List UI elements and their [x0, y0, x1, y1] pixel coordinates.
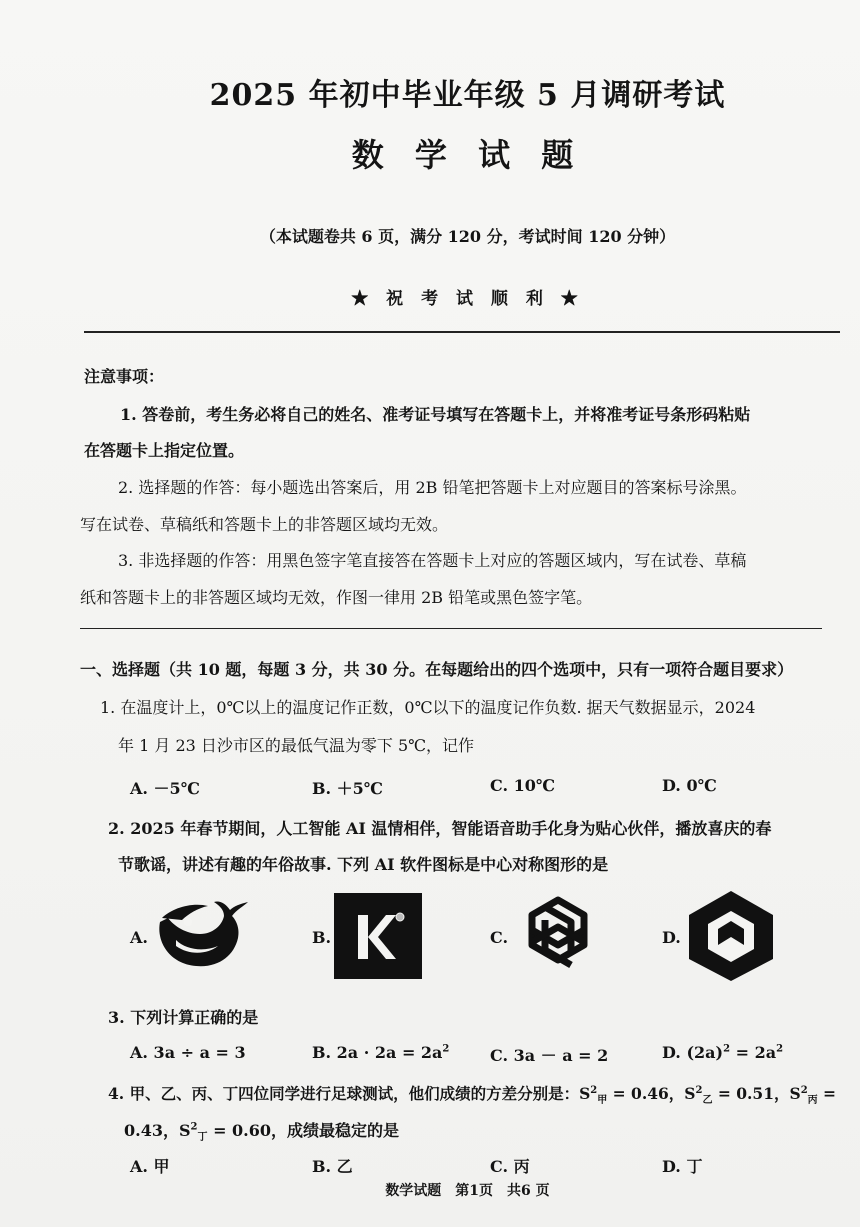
notice-item-1-line-2: 在答题卡上指定位置。: [84, 441, 245, 460]
q1-option-b: B. ＋5℃: [312, 779, 383, 798]
hexagon-cube-logo-icon: [684, 889, 778, 983]
k-logo-icon: [334, 893, 422, 979]
notice-item-3-line-1: 3. 非选择题的作答：用黑色签字笔直接答在答题卡上对应的答题区域内，写在试卷、草稿: [118, 551, 747, 570]
notice-item-2-line-1: 2. 选择题的作答：每小题选出答案后，用 2B 铅笔把答题卡上对应题目的答案标号涂黑。: [118, 478, 747, 497]
q2-stem-line-1: 2. 2025 年春节期间，人工智能 AI 温情相伴，智能语音助手化身为贴心伙伴，播放喜庆的春: [108, 819, 772, 838]
page-footer: 数学试题 第1页 共6 页: [385, 1183, 550, 1199]
q2-stem-line-2: 节歌谣，讲述有趣的年俗故事. 下列 AI 软件图标是中心对称图形的是: [118, 855, 609, 874]
divider-middle: [80, 628, 822, 629]
notice-item-3-line-2: 纸和答题卡上的非答题区域均无效，作图一律用 2B 铅笔或黑色签字笔。: [80, 588, 593, 607]
good-luck-banner: ★ 祝 考 试 顺 利 ★: [351, 289, 584, 309]
divider-top: [84, 331, 840, 333]
q3-option-a: A. 3a ÷ a = 3: [130, 1043, 246, 1062]
q1-option-d: D. 0℃: [662, 776, 717, 795]
exam-title: 2025 年初中毕业年级 5 月调研考试: [209, 78, 726, 113]
q4-option-a: A. 甲: [130, 1157, 170, 1176]
q4-stem-line-1: 4. 甲、乙、丙、丁四位同学进行足球测试，他们成绩的方差分别是：$S^2_甲 = 0.46$，$S^2_乙 = 0.51$，$S^2_丙$ =: [108, 1084, 837, 1107]
q3-option-d: D. $(2a)^2 = 2a^2$: [662, 1043, 784, 1062]
q1-stem-line-1: 1. 在温度计上，0℃以上的温度记作正数，0℃以下的温度记作负数. 据天气数据显示，2024: [100, 698, 756, 717]
q2-option-d-label: D.: [662, 928, 681, 947]
q3-stem: 3. 下列计算正确的是: [108, 1008, 259, 1027]
section-1-heading: 一、选择题（共 10 题，每题 3 分，共 30 分。在每题给出的四个选项中，只有一项符合题目要求）: [80, 660, 794, 679]
q4-option-b: B. 乙: [312, 1157, 353, 1176]
exam-info: （本试题卷共 6 页，满分 120 分，考试时间 120 分钟）: [259, 227, 676, 246]
q1-option-c: C. 10℃: [490, 776, 556, 795]
exam-subtitle: 数 学 试 题: [351, 136, 584, 174]
notice-heading: 注意事项：: [84, 367, 165, 386]
q2-option-c-label: C.: [490, 928, 509, 947]
q1-stem-line-2: 年 1 月 23 日沙市区的最低气温为零下 5℃，记作: [118, 736, 475, 755]
q4-option-d: D. 丁: [662, 1157, 703, 1176]
q3-option-c: C. 3a － a = 2: [490, 1046, 609, 1065]
knot-logo-icon: [512, 890, 604, 982]
q2-option-a-label: A.: [130, 928, 148, 947]
whale-logo-icon: [152, 894, 252, 974]
notice-item-2-line-2: 写在试卷、草稿纸和答题卡上的非答题区域均无效。: [80, 515, 449, 534]
q4-option-c: C. 丙: [490, 1157, 530, 1176]
notice-item-1-line-1: 1. 答卷前，考生务必将自己的姓名、准考证号填写在答题卡上，并将准考证号条形码粘贴: [120, 405, 751, 424]
q4-stem-line-2: 0.43，$S^2_丁 = 0.60$，成绩最稳定的是: [124, 1121, 400, 1144]
q1-option-a: A. －5℃: [130, 779, 200, 798]
q3-option-b: B. $2a \cdot 2a = 2a^2$: [312, 1043, 450, 1062]
q2-option-b-label: B.: [312, 928, 332, 947]
